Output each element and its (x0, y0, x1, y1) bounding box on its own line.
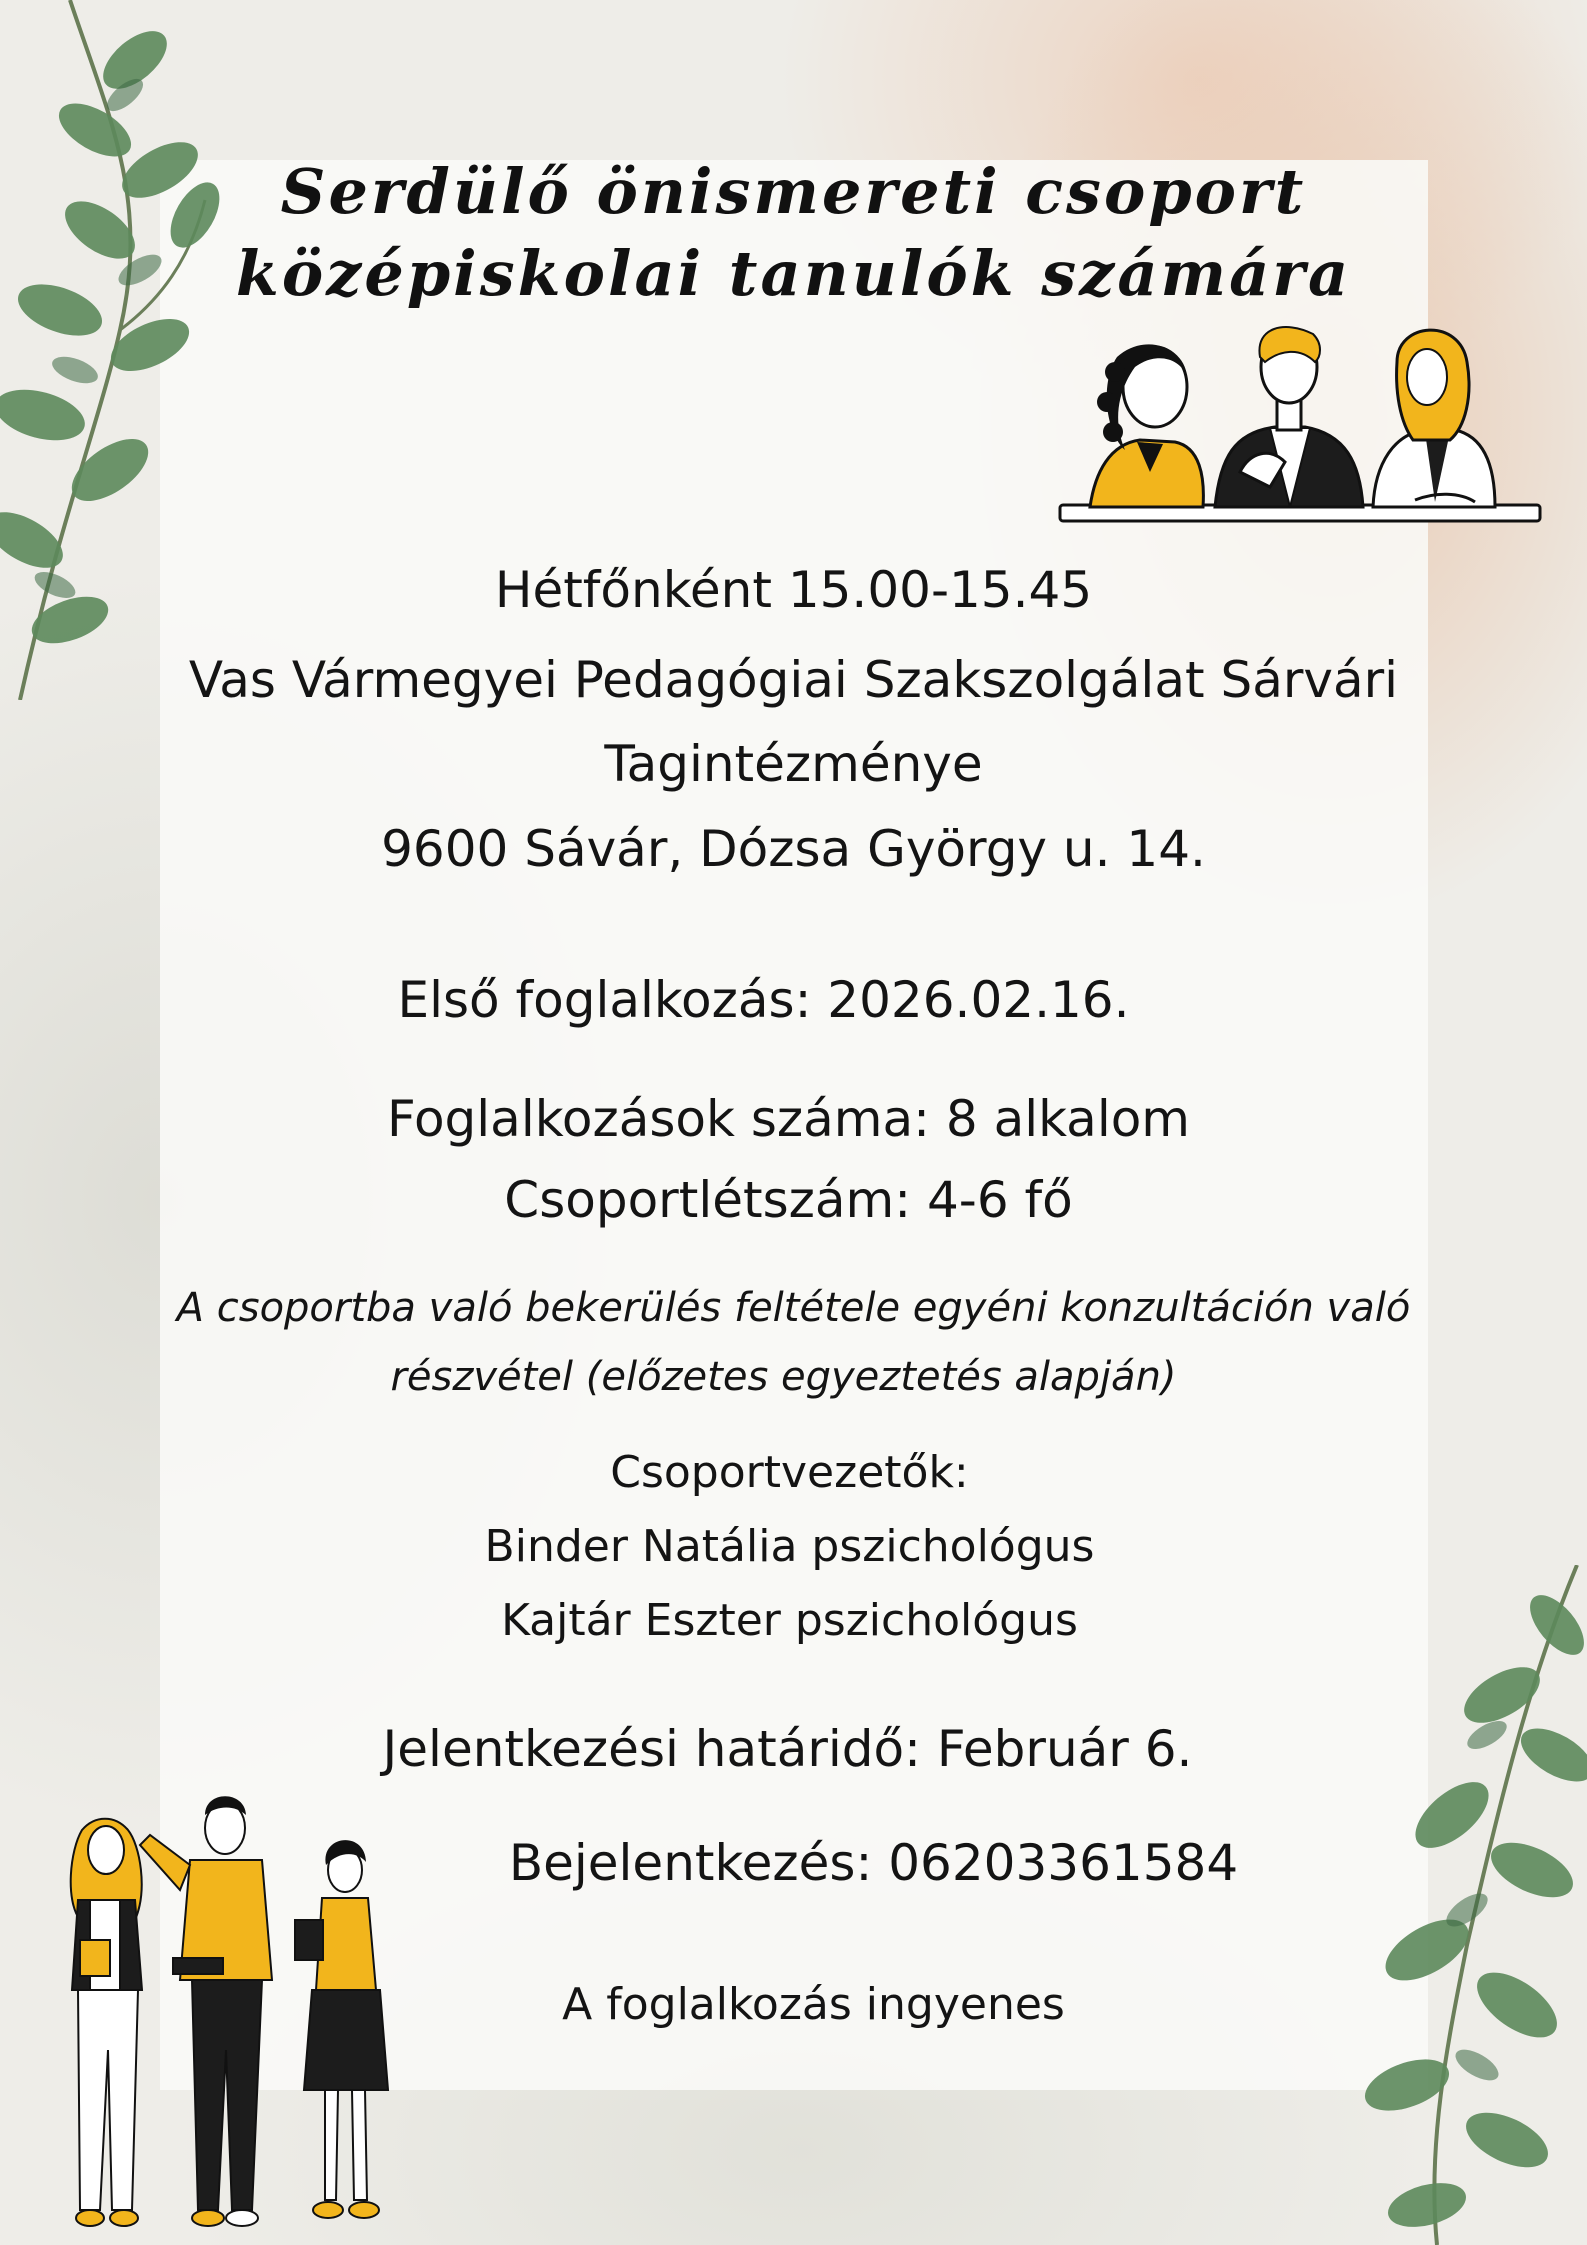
location-line-1: Vas Vármegyei Pedagógiai Szakszolgálat Sárvári (188, 651, 1399, 709)
first-session-text: Első foglalkozás: 2026.02.16. (397, 971, 1130, 1029)
session-count-text: Foglalkozások száma: 8 alkalom (386, 1090, 1191, 1148)
address-text: 9600 Sávár, Dózsa György u. 14. (381, 820, 1206, 878)
registration-text: Bejelentkezés: 06203361584 (508, 1834, 1239, 1892)
location-line-2: Tagintézménye (604, 735, 983, 793)
eucalyptus-leaves-bottom-right (1327, 1565, 1587, 2245)
deadline-text: Jelentkezési határidő: Február 6. (382, 1720, 1193, 1778)
free-note-text: A foglalkozás ingyenes (562, 1979, 1065, 2030)
schedule-text: Hétfőnként 15.00-15.45 (494, 561, 1093, 619)
leader-name-1: Binder Natália pszichológus (484, 1521, 1095, 1572)
condition-line-1: A csoportba való bekerülés feltétele egyéni konzultáción való (176, 1285, 1411, 1331)
leaders-heading: Csoportvezetők: (610, 1447, 969, 1498)
students-illustration-bottom (40, 1790, 440, 2235)
condition-line-2: részvétel (előzetes egyeztetés alapján) (390, 1354, 1177, 1400)
students-illustration-top (1055, 322, 1545, 527)
title-line-1: Serdülő önismereti csoport (280, 155, 1307, 228)
group-size-text: Csoportlétszám: 4-6 fő (504, 1171, 1073, 1229)
title-line-2: középiskolai tanulók számára (235, 237, 1352, 310)
leader-name-2: Kajtár Eszter pszichológus (501, 1595, 1078, 1646)
